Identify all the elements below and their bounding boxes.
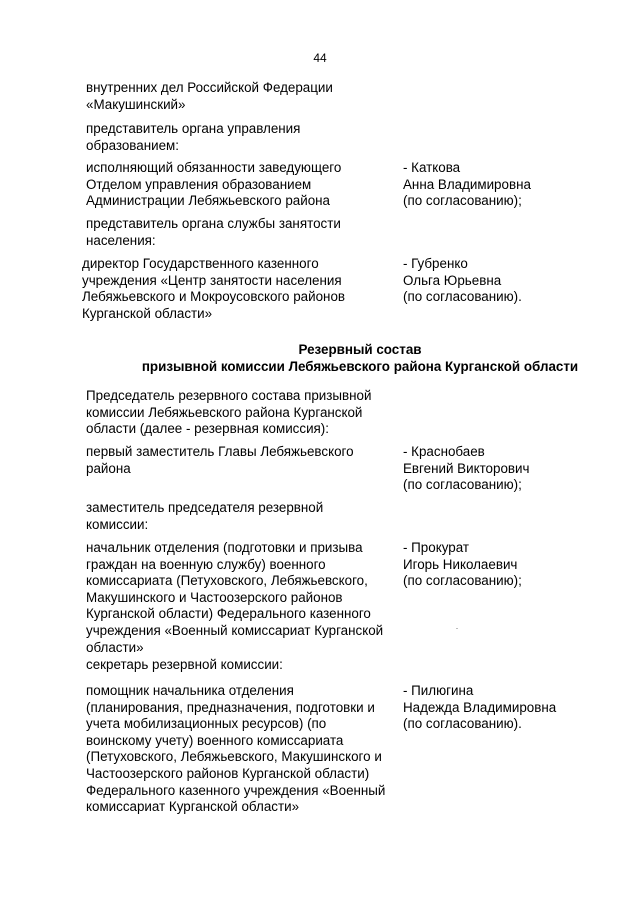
member-name-katkova: - Каткова Анна Владимировна (по согласованию); [403, 160, 531, 209]
reserve-chair-intro: Председатель резервного состава призывной комиссии Лебяжьевского района Курганской области (далее - резервная комиссия): [86, 388, 372, 437]
position-education-head: исполняющий обязанности заведующего Отделом управления образованием Администрации Лебяжьевского района [86, 160, 342, 209]
section-heading: Резервный состав призывной комиссии Лебяжьевского района Курганской области [141, 342, 579, 374]
label-deputy-chair: заместитель председателя резервной комиссии: [86, 500, 324, 532]
label-secretary: секретарь резервной комиссии: [86, 657, 283, 672]
member-name-gubrenko: - Губренко Ольга Юрьевна (по согласованию). [403, 256, 522, 305]
position-department-head: начальник отделения (подготовки и призыва граждан на военную службу) военного комиссариата (Петуховского, Лебяжьевского, Макушинского и Частоозерского районов Курганской области) Федерального казенного учреждения «Военный комиссариат Курганской области» [86, 540, 384, 655]
label-education-representative: представитель органа управления образованием: [86, 121, 301, 153]
scan-speck [456, 628, 458, 629]
member-name-krasnobaev: - Краснобаев Евгений Викторович (по согласованию); [403, 444, 530, 493]
position-employment-director: директор Государственного казенного учреждения «Центр занятости населения Лебяжьевского и Мокроусовского районов Курганской области» [82, 256, 346, 321]
page-number: 44 [313, 51, 327, 65]
text-block-ministry-continuation: внутренних дел Российской Федерации «Макушинский» [86, 80, 333, 112]
position-assistant-head: помощник начальника отделения (планирования, предназначения, подготовки и учета мобилизационных ресурсов) (по воинскому учету) военного комиссариата (Петуховского, Лебяжьевского, Макушинского и Частоозерского районов Курганской области) Федерального казенного учреждения «Военный комиссариат Курганской области» [86, 683, 386, 815]
position-first-deputy: первый заместитель Главы Лебяжьевского района [86, 444, 354, 476]
member-name-pilyugina: - Пилюгина Надежда Владимировна (по согласованию). [403, 683, 557, 732]
member-name-prokurat: - Прокурат Игорь Николаевич (по согласованию); [403, 540, 522, 589]
label-employment-representative: представитель органа службы занятости населения: [86, 216, 341, 248]
